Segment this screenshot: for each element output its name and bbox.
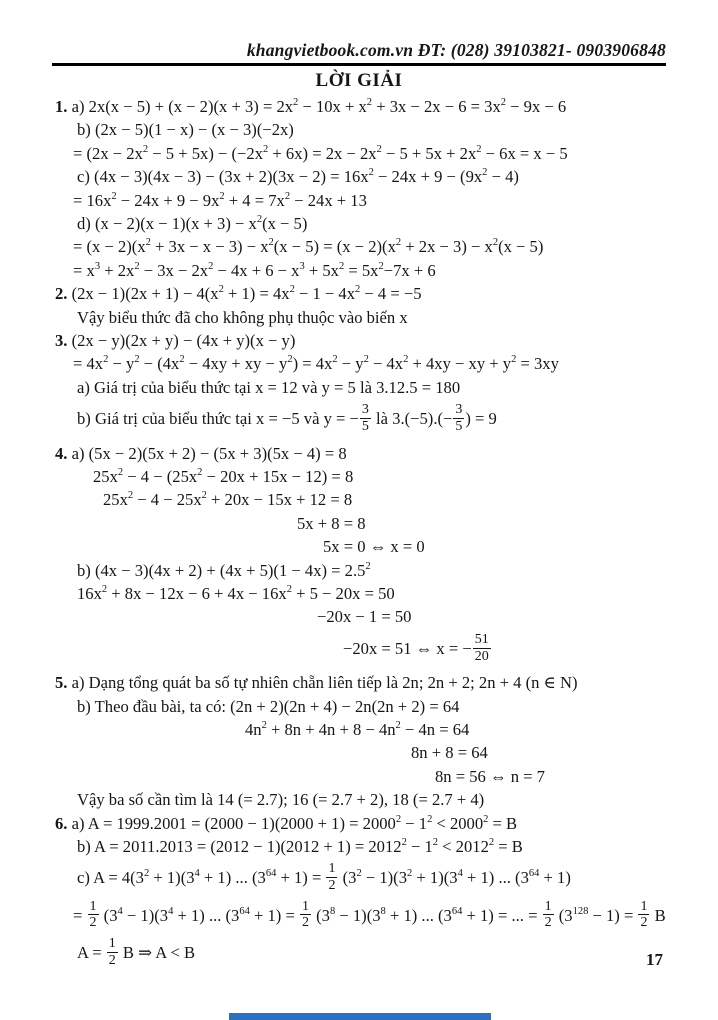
math-line: a) Giá trị của biểu thức tại x = 12 và y = 5 là 3.12.5 = 180 [77, 377, 461, 397]
math-line: = $(2x - 2x^2 - 5 + 5x) - (-2x^2 + 6x) = 2x - 2x^2 - 5 + 5x + 2x^2 - 6x = x - 5$ [73, 143, 568, 163]
solutions-body [55, 95, 670, 976]
math-line: 8n = 56 ⇔ n = 7 [435, 766, 545, 786]
math-line: A = $\frac{1}{2}$ B ⇒ A < B [77, 936, 196, 968]
math-line: −20x − 1 = 50 [317, 607, 412, 627]
math-line: 4. a) (5x − 2)(5x + 2) − (5x + 3)(5x − 4) = 8 [55, 443, 347, 463]
fraction: $\frac{3}{5}$ [455, 402, 463, 434]
page-number: 17 [646, 950, 663, 969]
math-line: = $(x - 2)(x^2 + 3x - x - 3) - x^2(x - 5) = (x - 2)(x^2 + 2x - 3) - x^2(x - 5)$ [73, 237, 544, 257]
math-line: 2. $(2x - 1)(2x + 1) - 4(x^2 + 1) = 4x^2 - 1 - 4x^2 - 4 = -5$ [55, 284, 422, 304]
math-line: b) Theo đầu bài, ta có: (2n + 2)(2n + 4) − 2n(2n + 2) = 64 [77, 696, 460, 716]
math-line: 3. (2x − y)(2x + y) − (4x + y)(x − y) [55, 331, 296, 351]
math-line: b) $(4x - 3)(4x + 2) + (4x + 5)(1 - 4x) = 2.5^2$ [77, 560, 371, 580]
math-line: = $4x^2 - y^2 - (4x^2 - 4xy$ + xy − $y^2) = 4x^2 - y^2 - 4x^2 + 4xy$ − xy + $y^2 = 3xy$ [73, 354, 559, 374]
math-line: c) $A = 4(3^2 + 1)(3^4 + 1)$ ... $(3^{64} + 1)$ = $\frac{1}{2}$ $(3^2 - 1)(3^2 + 1)(3^4 + 1)$ ... $(3^{64} + 1)$ [77, 861, 571, 894]
math-line: −20x = 51 ⇔ x = − $\frac{51}{20}$ [343, 634, 670, 666]
math-line: b) Giá trị của biểu thức tại x = −5 và y = − $\frac{3}{5}$ là 3.(−5).(− $\frac{3}{5}$ ) = 9 [77, 402, 497, 434]
page-title: LỜI GIẢI [315, 70, 403, 91]
math-line: = $\frac{1}{2}$ $(3^4 - 1)(3^4 + 1)$ ... $(3^{64} + 1)$ = $\frac{1}{2}$ $(3^8 - 1)(3^8 + 1)$ ... $(3^{64} + 1)$ = ... = $\frac{1}{2}$ $(3^{128} - 1)$ = $\frac{1}{2}$ B [73, 898, 666, 931]
fraction: $\frac{51}{20}$ [474, 631, 489, 664]
math-line: 5. a) Dạng tổng quát ba số tự nhiên chẵn liên tiếp là 2n; 2n + 2; 2n + 4 (n ∈ N) [55, 673, 578, 693]
fraction: $\frac{1}{2}$ [89, 898, 97, 931]
math-line: = $16x^2 - 24x + 9 - 9x^2 + 4 = 7x^2 - 24x + 13$ [73, 190, 367, 210]
header-rule [52, 63, 666, 66]
math-line: Vậy ba số cần tìm là 14 (= 2.7); 16 (= 2.7 + 2), 18 (= 2.7 + 4) [77, 790, 485, 810]
page-header: khangvietbook.com.vn ĐT: (028) 39103821- 0903906848 [246, 40, 666, 60]
math-line: b) $A = 2011.2013 = (2012 - 1)(2012 + 1) = 2012^2 - 1^2 < 2012^2 = B$ [77, 837, 523, 857]
math-line: $4n^2 + 8n + 4n + 8 - 4n^2 - 4n = 64$ [245, 720, 470, 740]
math-line: d) $(x - 2)(x - 1)(x + 3) - x^2(x - 5)$ [77, 214, 308, 234]
bottom-accent-bar [229, 1013, 491, 1020]
fraction: $\frac{1}{2}$ [108, 936, 116, 968]
math-line: $25x^2 - 4 - (25x^2 - 20x + 15x - 12) = 8$ [93, 467, 354, 487]
math-line: c) $(4x - 3)(4x - 3) - (3x + 2)(3x - 2) = 16x^2 - 24x + 9 - (9x^2 - 4)$ [77, 167, 519, 187]
math-line: 5x = 0 ⇔ x = 0 [323, 537, 425, 557]
math-line: 5x + 8 = 8 [297, 513, 366, 533]
math-line: 8n + 8 = 64 [411, 743, 488, 763]
fraction: $\frac{1}{2}$ [640, 898, 648, 931]
math-line: Vậy biểu thức đã cho không phụ thuộc vào biến x [77, 307, 408, 327]
math-line: = $x^3 + 2x^2 - 3x - 2x^2 - 4x + 6 - x^3 + 5x^2 = 5x^2-7x + 6$ [73, 260, 436, 280]
fraction: $\frac{1}{2}$ [544, 898, 552, 931]
math-line: $16x^2 + 8x - 12x - 6 + 4x - 16x^2 + 5 - 20x = 50$ [77, 584, 395, 604]
fraction: $\frac{3}{5}$ [361, 402, 369, 434]
math-line: b) (2x − 5)(1 − x) − (x − 3)(−2x) [77, 120, 294, 140]
math-line: $25x^2 - 4 - 25x^2 + 20x - 15x + 12 = 8$ [103, 490, 353, 510]
math-line: 1. a) $2x(x - 5) + (x - 2)(x + 3) = 2x^2 - 10x + x^2 + 3x - 2x - 6 = 3x^2 - 9x - 6$ [55, 96, 567, 116]
fraction: $\frac{1}{2}$ [328, 861, 336, 894]
math-line: 6. a) $A = 1999.2001 = (2000 - 1)(2000 + 1) = 2000^2 - 1^2 < 2000^2 = B$ [55, 813, 518, 833]
fraction: $\frac{1}{2}$ [302, 898, 309, 931]
